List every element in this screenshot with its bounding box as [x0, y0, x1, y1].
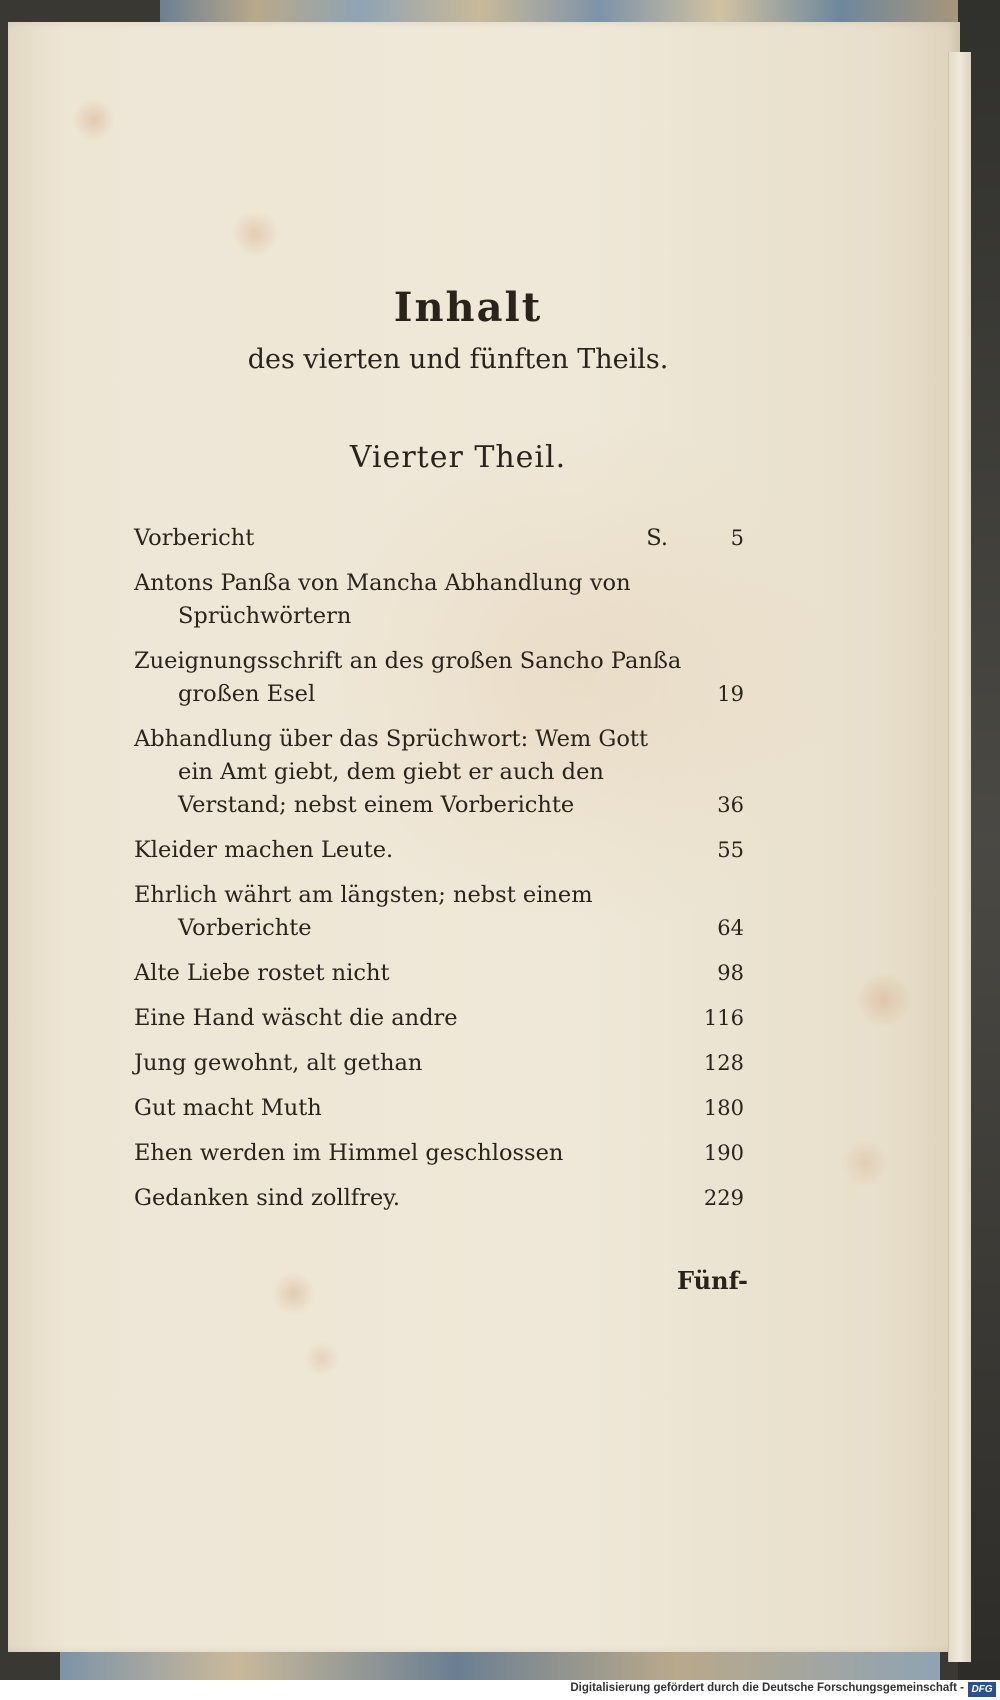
toc-entry-title: Kleider machen Leute. [134, 837, 394, 863]
toc-entry-page: 36 [717, 793, 744, 817]
toc-entry [134, 1092, 744, 1125]
catchword: Fünf- [677, 1266, 748, 1295]
toc-entry-title: Gedanken sind zollfrey. [134, 1185, 401, 1211]
toc-entry-title: Jung gewohnt, alt gethan [134, 1050, 423, 1076]
toc-entry [134, 1002, 744, 1035]
page-edge [948, 52, 971, 1662]
toc-entry-page: 128 [703, 1051, 744, 1075]
footer-credit: Digitalisierung gefördert durch die Deutsche Forschungsgemeinschaft - [570, 1682, 964, 1694]
toc-entry [134, 879, 744, 945]
toc-entry-title: Eine Hand wäscht die andre [134, 1005, 458, 1031]
toc-entry-title: Zueignungsschrift an des großen Sancho Panßa großen Esel [134, 648, 682, 707]
toc-entry-title: Ehen werden im Himmel geschlossen [134, 1140, 564, 1166]
toc-entry [134, 1182, 744, 1215]
section-heading: Vierter Theil. [349, 440, 567, 475]
toc-entry [134, 645, 744, 711]
toc-entry-title: Gut macht Muth [134, 1095, 322, 1121]
page-subtitle: des vierten und fünften Theils. [247, 344, 669, 375]
toc-entry [134, 834, 744, 867]
toc-entry-page: 64 [717, 916, 744, 940]
toc-entry-title: Antons Panßa von Mancha Abhandlung von Sprüchwörtern [134, 570, 631, 629]
digitization-footer [0, 1680, 1000, 1700]
table-of-contents [134, 522, 744, 1215]
toc-entry-title: Vorbericht [134, 525, 255, 551]
toc-entry [134, 1047, 744, 1080]
toc-entry [134, 522, 744, 555]
toc-entry-page: 5 [730, 526, 744, 550]
toc-entry [134, 723, 744, 822]
toc-entry [134, 1137, 744, 1170]
toc-entry [134, 567, 744, 633]
toc-entry-page: 116 [703, 1006, 744, 1030]
toc-entry-page: 98 [717, 961, 744, 985]
toc-entry-page: 180 [703, 1096, 744, 1120]
toc-entry-page: 229 [703, 1186, 744, 1210]
toc-entry-title: Ehrlich währt am längsten; nebst einem Vorberichte [134, 882, 593, 941]
toc-entry-page: 55 [717, 838, 744, 862]
toc-entry-page: 19 [717, 682, 744, 706]
toc-entry-title: Abhandlung über das Sprüchwort: Wem Gott ein Amt giebt, dem giebt er auch den Verstand; nebst einem Vorberichte [134, 726, 649, 818]
toc-page-marker: S. [646, 525, 668, 551]
toc-entry [134, 957, 744, 990]
page-title: Inhalt [393, 284, 543, 331]
toc-entry-page: 190 [703, 1141, 744, 1165]
book-page [8, 22, 960, 1652]
dfg-logo-icon: DFG [968, 1682, 996, 1697]
toc-entry-title: Alte Liebe rostet nicht [134, 960, 390, 986]
